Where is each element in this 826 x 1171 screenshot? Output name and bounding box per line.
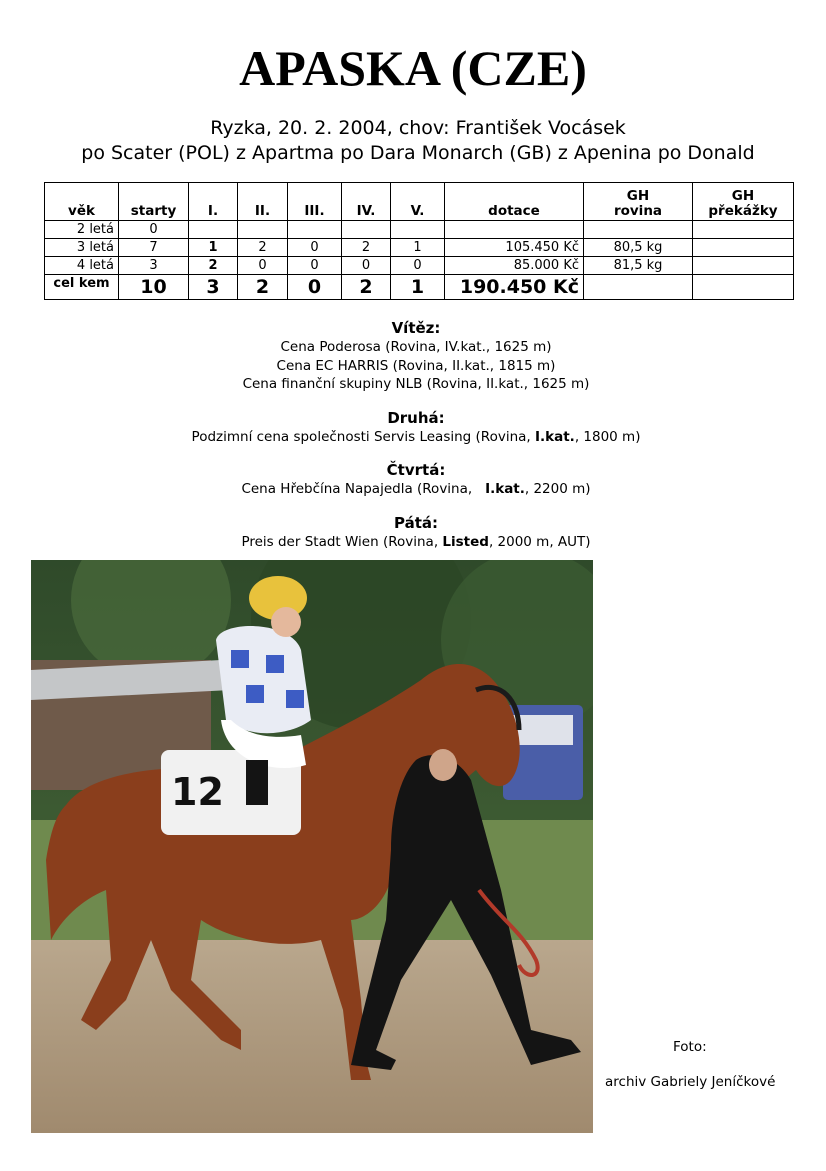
photo-saddle-number: 12 <box>171 770 224 814</box>
fifth-race <box>0 533 826 552</box>
cell-fourth: 2 <box>342 239 391 257</box>
winner-group <box>0 318 826 394</box>
photo-jockey-boot <box>246 760 268 805</box>
photo-trailer-window <box>513 715 573 745</box>
table-total-row <box>45 275 794 300</box>
cell-prize-money <box>445 221 584 239</box>
header-fourth: IV. <box>342 183 391 221</box>
header-second: II. <box>238 183 288 221</box>
cell-age: 2 letá <box>45 221 119 239</box>
fourth-heading: Čtvrtá: <box>386 461 446 479</box>
fifth-race-text: Preis der Stadt Wien (Rovina, <box>241 533 443 550</box>
cell-third <box>288 221 342 239</box>
second-race-distance: , 1800 m) <box>574 428 641 445</box>
photo-silks-diamond <box>266 655 284 673</box>
page-title: APASKA (CZE) <box>239 40 587 96</box>
cell-fifth: 1 <box>391 239 445 257</box>
cell-starts: 3 <box>119 257 189 275</box>
header-first: I. <box>189 183 238 221</box>
total-fourth: 2 <box>342 275 391 300</box>
photo-credit: archiv Gabriely Jeníčkové <box>605 1074 776 1090</box>
cell-age: 3 letá <box>45 239 119 257</box>
second-heading: Druhá: <box>387 408 445 427</box>
total-second: 2 <box>238 275 288 300</box>
header-gh-jumps <box>693 183 794 221</box>
second-race <box>0 428 826 447</box>
cell-gh-jumps <box>693 239 794 257</box>
winner-race-1: Cena Poderosa (Rovina, IV.kat., 1625 m) <box>280 339 552 355</box>
cell-starts: 0 <box>119 221 189 239</box>
cell-gh-flat <box>584 221 693 239</box>
header-prize-money: dotace <box>445 183 584 221</box>
cell-gh-flat: 80,5 kg <box>584 239 693 257</box>
subtitle-line-1: Ryzka, 20. 2. 2004, chov: František Vocásek <box>210 117 626 139</box>
photo-silks-diamond <box>231 650 249 668</box>
header-gh-jumps-line1: GH <box>731 188 755 204</box>
second-race-text: Podzimní cena společnosti Servis Leasing (Rovina, <box>191 428 535 445</box>
photo-label: Foto: <box>673 1039 707 1055</box>
cell-first: 2 <box>189 257 238 275</box>
winner-race-3: Cena finanční skupiny NLB (Rovina, II.kat., 1625 m) <box>242 376 590 392</box>
total-fifth: 1 <box>391 275 445 300</box>
table-row <box>45 257 794 275</box>
photo-silks-diamond <box>246 685 264 703</box>
photo-groom-head <box>429 749 457 781</box>
header-gh-jumps-line2: překážky <box>708 203 778 219</box>
fourth-race <box>0 480 826 499</box>
fourth-race-text: Cena Hřebčína Napajedla (Rovina, <box>241 481 486 497</box>
second-group <box>0 408 826 447</box>
second-race-category: I.kat. <box>534 428 575 445</box>
results-section <box>0 318 826 565</box>
cell-first: 1 <box>189 239 238 257</box>
total-starts: 10 <box>119 275 189 300</box>
cell-second: 0 <box>238 257 288 275</box>
table-header-row <box>45 183 794 221</box>
cell-gh-jumps <box>693 221 794 239</box>
cell-first <box>189 221 238 239</box>
total-label: cel kem <box>45 275 119 300</box>
winner-heading: Vítěz: <box>391 319 441 337</box>
cell-starts: 7 <box>119 239 189 257</box>
photo-jockey-face <box>271 607 301 637</box>
total-third: 0 <box>288 275 342 300</box>
fourth-race-category: I.kat. <box>485 481 525 497</box>
photo-silks-diamond <box>286 690 304 708</box>
cell-prize-money: 105.450 Kč <box>445 239 584 257</box>
cell-gh-flat: 81,5 kg <box>584 257 693 275</box>
cell-second: 2 <box>238 239 288 257</box>
header-age: věk <box>45 183 119 221</box>
cell-fourth <box>342 221 391 239</box>
cell-fifth <box>391 221 445 239</box>
fifth-group <box>0 513 826 552</box>
total-prize-money: 190.450 Kč <box>445 275 584 300</box>
horse-photo <box>31 560 593 1133</box>
total-gh-flat <box>584 275 693 300</box>
table-row <box>45 239 794 257</box>
header-starts: starty <box>119 183 189 221</box>
total-first: 3 <box>189 275 238 300</box>
cell-third: 0 <box>288 257 342 275</box>
header-fifth: V. <box>391 183 445 221</box>
cell-prize-money: 85.000 Kč <box>445 257 584 275</box>
total-gh-jumps <box>693 275 794 300</box>
winner-race-2: Cena EC HARRIS (Rovina, II.kat., 1815 m) <box>276 357 556 374</box>
fifth-heading: Pátá: <box>393 513 438 532</box>
fifth-race-distance: , 2000 m, AUT) <box>488 533 591 550</box>
fifth-race-category: Listed <box>442 533 489 550</box>
header-gh-flat-line1: GH <box>626 188 650 204</box>
race-statistics-table <box>44 182 794 300</box>
cell-fourth: 0 <box>342 257 391 275</box>
header-gh-flat <box>584 183 693 221</box>
subtitle-line-2: po Scater (POL) z Apartma po Dara Monarch (GB) z Apenina po Donald <box>81 142 755 164</box>
fourth-group <box>0 460 826 499</box>
cell-second <box>238 221 288 239</box>
table-row <box>45 221 794 239</box>
fourth-race-distance: , 2200 m) <box>524 481 591 497</box>
header-third: III. <box>288 183 342 221</box>
cell-fifth: 0 <box>391 257 445 275</box>
cell-gh-jumps <box>693 257 794 275</box>
cell-age: 4 letá <box>45 257 119 275</box>
header-gh-flat-line2: rovina <box>613 203 663 219</box>
cell-third: 0 <box>288 239 342 257</box>
